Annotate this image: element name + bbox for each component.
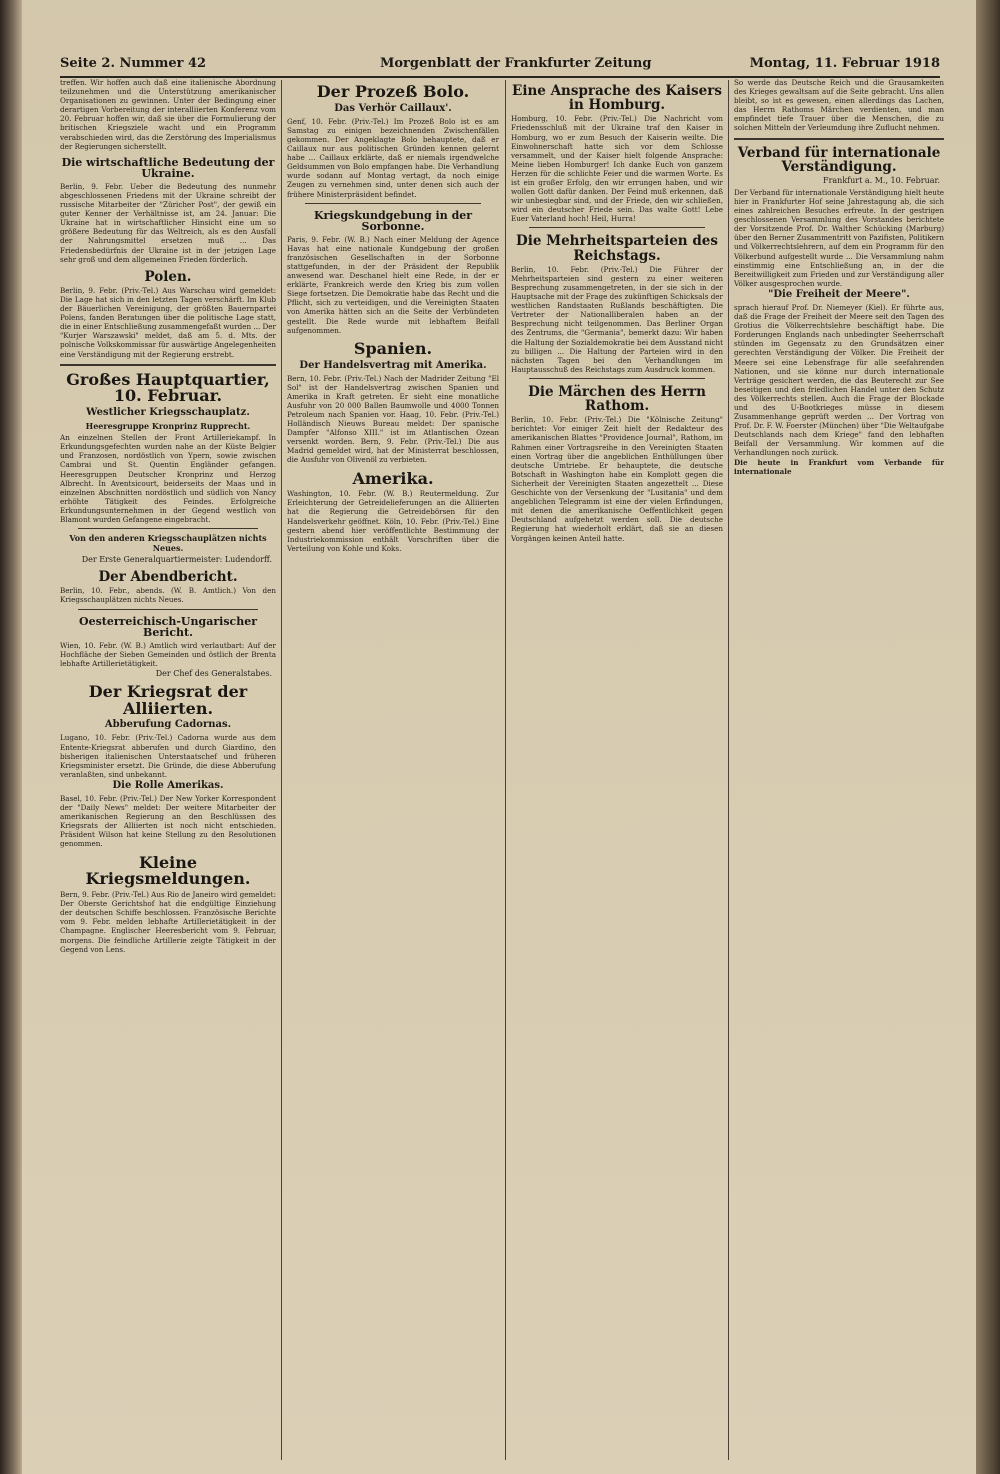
article-heading: Die wirtschaftliche Bedeutung der Ukraine.	[61, 155, 275, 181]
divider	[734, 138, 944, 140]
divider	[78, 528, 258, 529]
page-number: Seite 2. Nummer 42	[60, 56, 207, 71]
newspaper-title: Morgenblatt der Frankfurter Zeitung	[380, 56, 652, 71]
article-text: Bern, 10. Febr. (Priv.-Tel.) Nach der Madrider Zeitung "El Sol" ist der Handelsvertrag zwischen Spanien und Amerika in Kraft getreten. Er sieht eine monatliche Ausfuhr von 20 000 Ballen Baumwolle und 4000 Tonnen Petroleum nach Spanien vor. Haag, 10. Febr. (Priv.-Tel.) Holländisch Nieuws Bureau meldet: Der spanische Dampfer "Alfonso XIII." ist im Atlantischen Ozean versenkt worden. Bern, 9. Febr. (Priv.-Tel.) Die aus Madrid gemeldet wird, hat der Ministerrat beschlossen, die Ausfuhr von Olivenöl zu verbieten.	[287, 373, 499, 465]
article-heading: Oesterreichisch-Ungarischer Bericht.	[78, 614, 257, 640]
divider	[78, 609, 258, 610]
divider	[529, 378, 705, 379]
article-heading: Der Kriegsrat der Alliierten.	[88, 681, 248, 718]
subheading: Der Handelsvertrag mit Amerika.	[299, 359, 487, 371]
article-text: An einzelnen Stellen der Front Artilleriekampf. In Erkundungsgefechten wurden nahe an der Küste Belgier und Franzosen, nordöstlich von Ypern, sowie zwischen Cambrai und St. Quentin Engländer gefangen. Heeresgruppen Deutscher Kronprinz und Herzog Albrecht. In Aventsicourt, beiderseits der Maas und in einzelnen Abschnitten nordöstlich und südlich von Nancy erhöhte Tätigkeit des Feindes. Erfolgreiche Erkundungsunternehmen in der Gegend westlich von Blamont wurden Gefangene eingebracht.	[60, 433, 276, 525]
dateline: Frankfurt a. M., 10. Februar.	[823, 175, 940, 185]
subheading: Die Rolle Amerikas.	[112, 779, 224, 791]
article-text: Wien, 10. Febr. (W. B.) Amtlich wird verlautbart: Auf der Hochfläche der Sieben Gemeinden und östlich der Brenta lebhafte Artillerietätigkeit.	[60, 640, 276, 668]
article-heading: Spanien.	[353, 338, 433, 358]
column-1	[60, 78, 276, 1458]
divider	[529, 227, 705, 228]
article-heading: Kleine Kriegsmeldungen.	[85, 852, 251, 889]
article-heading: Amerika.	[352, 468, 434, 488]
article-text: Washington, 10. Febr. (W. B.) Reutermeldung. Zur Erleichterung der Getreidelieferungen an die Alliierten hat die Regierung die Getreidebörsen für den Handelsverkehr geöffnet. Köln, 10. Febr. (Priv.-Tel.) Eine gestern abend hier veröffentlichte Bestimmung der Industriekommission enthält Vorschriften über die Verteilung von Kohle und Koks.	[287, 489, 499, 553]
article-heading: Eine Ansprache des Kaisers in Homburg.	[512, 83, 722, 114]
article-text: Die heute in Frankfurt vom Verbande für internationale	[734, 457, 944, 476]
subheading: Das Verhör Caillaux'.	[334, 102, 452, 114]
column-4	[734, 78, 944, 1458]
page-edge	[976, 0, 1000, 1474]
article-text: sprach hierauf Prof. Dr. Niemeyer (Kiel). Er führte aus, daß die Frage der Freiheit der Meere seit den Tagen des Grotius die Völkerrechtslehre beschäftigt habe. Die Forderungen Englands nach unbedingter Seeherrschaft stünden im Gegensatz zu den Grundsätzen einer gerechten Verständigung der Völker. Die Freiheit der Meere sei eine Lebensfrage für alle seefahrenden Nationen, und sie könne nur durch internationale Verträge gesichert werden, die das Beuterecht zur See beseitigen und den friedlichen Handel unter den Schutz des Völkerrechts stellen. Auch die Frage der Blockade und des U-Bootkrieges müsse in diesem Zusammenhange geprüft werden ... Der Vortrag von Prof. Dr. F. W. Foerster (München) über "Die Weltaufgabe Deutschlands nach dem Kriege" fand den lebhaften Beifall der Versammlung. Wir kommen auf die Verhandlungen noch zurück.	[734, 302, 944, 458]
article-text: Der Verband für internationale Verständigung hielt heute hier in Frankfurter Hof seine Jahrestagung ab, die sich eines zahlreichen Besuches erfreute. In der gestrigen geschlossenen Versammlung des Vorstandes berichtete der Vorsitzende Prof. Dr. Walther Schücking (Marburg) über den Berner Zusammentritt von Pazifisten, Politikern und Völkerrechtslehrern, auf dem ein Programm für den Völkerbund aufgestellt wurde ... Die Versammlung nahm einstimmig eine Entschließung an, in der die Bereitwilligkeit zum Frieden und zur Verständigung aller Völker ausgesprochen wurde.	[734, 187, 944, 288]
article-text: Berlin, 10. Febr. (Priv.-Tel.) Die Führer der Mehrheitsparteien sind gestern zu einer weiteren Besprechung zusammengetreten, in der sie sich in der Hauptsache mit der Frage des zukünftigen Schicksals der westlichen Randstaaten Rußlands beschäftigten. Die Vertreter der Nationalliberalen haben an der Besprechung nicht teilgenommen. Das Berliner Organ des Zentrums, die "Germania", bemerkt dazu: Wir haben die Haltung der Sozialdemokratie bei dem Ausstand nicht zu billigen ... Die Haltung der Parteien wird in den nächsten Tagen bei den Verhandlungen im Hauptausschuß des Reichstags zum Ausdruck kommen.	[511, 264, 723, 374]
article-heading: Großes Hauptquartier, 10. Februar.	[66, 369, 270, 406]
article-text: Lugano, 10. Febr. (Priv.-Tel.) Cadorna wurde aus dem Entente-Kriegsrat abberufen und durch Giardino, den bisherigen italienischen Unterstaatschef und früheren Kriegsminister ersetzt. Die Gründe, die diese Abberufung veranlaßten, sind unbekannt.	[60, 733, 276, 779]
column-3	[511, 78, 723, 1458]
subheading: Westlicher Kriegsschauplatz.	[86, 407, 250, 419]
signature: Der Chef des Generalstabes.	[155, 668, 272, 678]
masthead	[60, 52, 940, 78]
column-rule	[505, 80, 506, 1460]
article-text: So werde das Deutsche Reich und die Grausamkeiten des Krieges gewaltsam auf die Seite gebracht. Uns allen bleibt, so ist es gewesen, einen allerdings das Lachen, das Herrn Rathoms Märchen verdienten, und man empfindet tiefe Trauer über die Menschen, die zu solchen Mitteln der Verleumdung ihre Zuflucht nehmen.	[734, 78, 944, 133]
article-text: Genf, 10. Febr. (Priv.-Tel.) Im Prozeß Bolo ist es am Samstag zu einigen bezeichnenden Zwischenfällen gekommen. Der Angeklagte Bolo behauptete, daß er Caillaux nur aus politischen Gründen kennen gelernt habe ... Caillaux erklärte, daß er niemals irgendwelche Geldsummen von Bolo empfangen habe. Die Verhandlung wurde sodann auf Montag vertagt, da noch einige Zeugen zu vernehmen sind, unter denen sich auch der frühere Ministerpräsident befindet.	[287, 116, 499, 199]
article-text: Basel, 10. Febr. (Priv.-Tel.) Der New Yorker Korrespondent der "Daily News" meldet: Der weitere Mitarbeiter der amerikanischen Regierung an den Beschlüssen des Kriegsrats der Alliierten ist noch nicht entschieden. Präsident Wilson hat keine Stellung zu den Resolutionen genommen.	[60, 793, 276, 849]
column-rule	[728, 80, 729, 1460]
divider	[60, 364, 276, 366]
subheading: "Die Freiheit der Meere".	[768, 288, 910, 300]
issue-date: Montag, 11. Februar 1918	[749, 56, 940, 71]
subheading: Abberufung Cadornas.	[104, 719, 232, 731]
article-text: Bern, 9. Febr. (Priv.-Tel.) Aus Rio de Janeiro wird gemeldet: Der Oberste Gerichtshof hat die endgültige Einziehung der deutschen Schiffe beschlossen. Französische Berichte vom 9. Febr. melden lebhafte Artillerietätigkeit in der Champagne. Englischer Heeresbericht vom 9. Februar, morgens. Die feindliche Artillerie zeigte Tätigkeit in der Gegend von Lens.	[60, 890, 276, 954]
column-rule	[281, 80, 282, 1460]
column-2	[287, 78, 499, 1458]
article-text: Berlin, 10. Febr. (Priv.-Tel.) Die "Kölnische Zeitung" berichtet: Vor einiger Zeit hielt der Redakteur des amerikanischen Blattes "Providence Journal", Rathom, im Rahmen einer Vortragsreihe in den Vereinigten Staaten einen Vortrag über die angeblichen Enthüllungen über deutsche Umtriebe. Er behauptete, die deutsche Botschaft in Washington habe ein Komplott gegen die Sicherheit der Vereinigten Staaten angezettelt ... Diese Geschichte von der Versenkung der "Lusitania" und dem angeblichen Telegramm ist eine der vielen Erfindungen, mit denen die amerikanische Oeffentlichkeit gegen Deutschland aufgehetzt werden soll. Die deutsche Regierung hat wiederholt erklärt, daß sie an diesen Vorgängen keinen Anteil hatte.	[511, 415, 723, 543]
signature: Der Erste Generalquartiermeister: Ludendorff.	[81, 555, 272, 565]
article-text: Berlin, 9. Febr. (Priv.-Tel.) Aus Warschau wird gemeldet: Die Lage hat sich in den letzten Tagen verschärft. Im Klub der Bäuerlichen Vereinigung, der größten Bauernpartei Polens, fanden Beratungen über die politische Lage statt, die in einer Entschließung zusammengefaßt wurden ... Der "Kurjer Warszawski" meldet, daß am 5. d. Mts. der polnische Volkskommissar für auswärtige Angelegenheiten eine Verständigung mit der Regierung erstrebt.	[60, 285, 276, 359]
article-heading: Der Abendbericht.	[98, 569, 238, 586]
article-heading: Der Prozeß Bolo.	[316, 82, 470, 101]
article-heading: Die Mehrheitsparteien des Reichstags.	[516, 233, 718, 264]
report-line: Von den anderen Kriegsschauplätzen nichts Neues.	[69, 533, 267, 554]
article-text: treffen. Wir hoffen auch daß eine italienische Abordnung teilzunehmen und die Unterstützung amerikanischer Organisationen zu gewinnen. Unter der Bedingung einer derartigen Vorbereitung der interalliierten Konferenz vom 20. Februar hoffen wir, daß sie über die Formulierung der britischen Kriegsziele wacht und ein Programm verabschieden wird, das die Zerstörung des Imperialismus der Regierungen sicherstellt.	[60, 78, 276, 151]
subheading: Heeresgruppe Kronprinz Rupprecht.	[85, 421, 251, 432]
article-text: Berlin, 9. Febr. Ueber die Bedeutung des nunmehr abgeschlossenen Friedens mit der Ukraine schreibt der russische Mitarbeiter der "Züricher Post", der gewiß ein guter Kenner der Verhältnisse ist, am 24. Januar: Die Ukraine hat in wirtschaftlicher Hinsicht eine um so größere Bedeutung für das Weltreich, als es den Ausfall der Nahrungsmittel ersetzen muß ... Das Friedensbedürfnis der Ukraine ist in der jetzigen Lage sehr groß und dem allgemeinen Frieden förderlich.	[60, 181, 276, 264]
article-heading: Verband für internationale Verständigung.	[737, 144, 941, 175]
article-heading: Polen.	[144, 268, 192, 285]
article-heading: Kriegskundgebung in der Sorbonne.	[313, 208, 473, 234]
divider	[305, 203, 481, 204]
book-binding	[0, 0, 22, 1474]
article-text: Paris, 9. Febr. (W. B.) Nach einer Meldung der Agence Havas hat eine nationale Kundgebung der großen französischen Gesellschaften in der Sorbonne stattgefunden, in der der Präsident der Republik anwesend war. Deschanel hielt eine Rede, in der er erklärte, Frankreich werde den Krieg bis zum vollen Siege fortsetzen. Die Demokratie habe das Recht und die Pflicht, sich zu verteidigen, und die Vereinigten Staaten von Amerika hätten sich an die Seite der Verbündeten gestellt. Die Rede wurde mit lebhaftem Beifall aufgenommen.	[287, 234, 499, 335]
article-heading: Die Märchen des Herrn Rathom.	[528, 383, 706, 415]
article-text: Homburg, 10. Febr. (Priv.-Tel.) Die Nachricht vom Friedensschluß mit der Ukraine traf den Kaiser in Homburg, wo er zum Besuch der Kaiserin weilte. Die Einwohnerschaft hatte sich vor dem Schlosse versammelt, und der Kaiser hielt folgende Ansprache: Meine lieben Homburger! Ich danke Euch von ganzem Herzen für die schlichte Feier und die warmen Worte. Es ist ein großer Erfolg, den wir errungen haben, und wir wollen Gott dafür danken. Der Feind muß erkennen, daß wir unbesiegbar sind, und der Friede, den wir schließen, wird ein deutscher Friede sein. Das walte Gott! Lebe Euer Vaterland hoch! Heil, Hurra!	[511, 114, 723, 224]
article-text: Berlin, 10. Febr., abends. (W. B. Amtlich.) Von den Kriegsschauplätzen nichts Neues.	[60, 586, 276, 605]
